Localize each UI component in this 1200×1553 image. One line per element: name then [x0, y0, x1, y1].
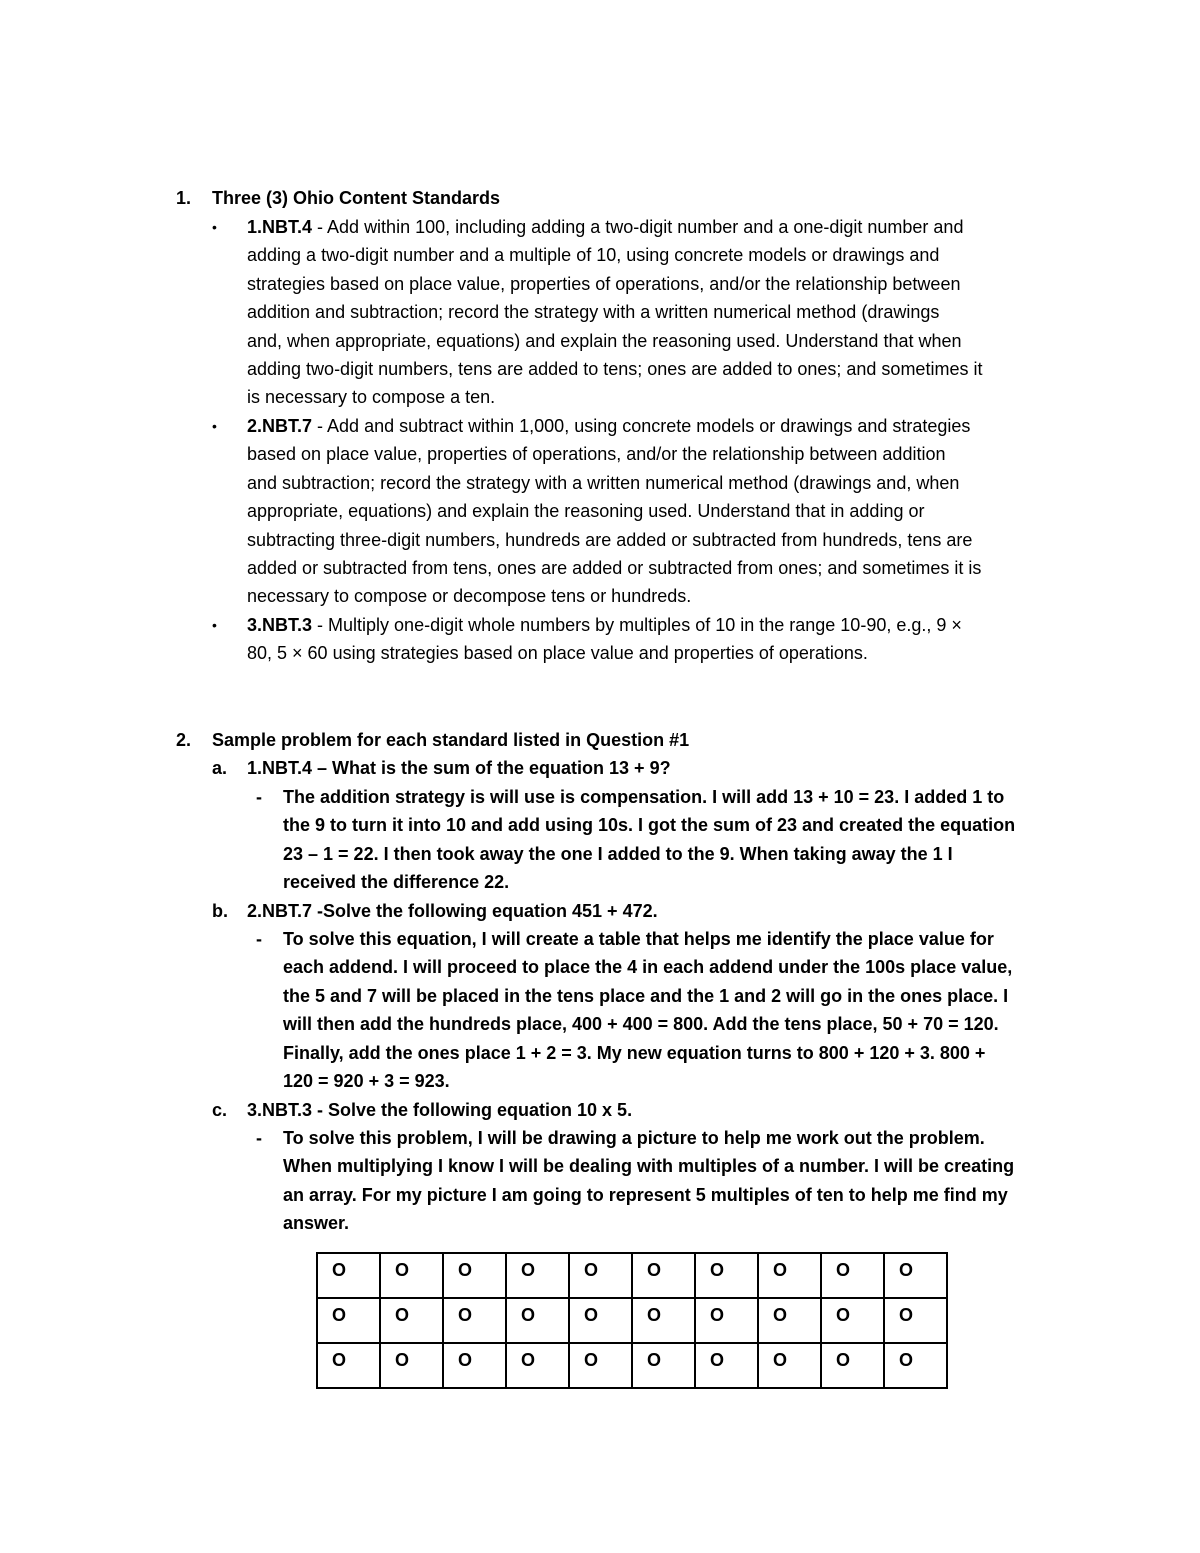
dash-marker: - [256, 929, 262, 949]
question-number: 1. [176, 188, 192, 208]
answer-line: 120 = 920 + 3 = 923. [283, 1070, 450, 1091]
question-heading: Sample problem for each standard listed in Question #1 [212, 730, 690, 750]
standard-line: is necessary to compose a ten. [247, 387, 496, 408]
answer-text [283, 783, 1073, 897]
answer-line: answer. [283, 1213, 350, 1234]
standard-line: - Add within 100, including adding a two-digit number and a one-digit number and [312, 217, 964, 237]
table-cell: O [821, 1343, 884, 1388]
standard-line: and subtraction; record the strategy with a written numerical method (drawings and, when [247, 472, 960, 493]
bullet-icon: • [212, 219, 217, 235]
bullet-icon: • [212, 617, 217, 633]
standard-line: necessary to compose or decompose tens or hundreds. [247, 586, 692, 607]
dash-marker: - [256, 787, 262, 807]
standard-line: - Add and subtract within 1,000, using concrete models or drawings and strategies [312, 416, 971, 436]
table-cell: O [695, 1343, 758, 1388]
table-cell: O [884, 1298, 947, 1343]
table-cell: O [758, 1343, 821, 1388]
answer-line: Finally, add the ones place 1 + 2 = 3. My new equation turns to 800 + 120 + 3. 800 + [283, 1042, 986, 1063]
standard-text [247, 412, 1077, 611]
answer-line: each addend. I will proceed to place the 4 in each addend under the 100s place value, [283, 957, 1013, 978]
standard-line: strategies based on place value, properties of operations, and/or the relationship between [247, 273, 961, 294]
problem-letter: c. [212, 1100, 228, 1120]
table-cell: O [632, 1253, 695, 1298]
problem-title: 1.NBT.4 – What is the sum of the equation 13 + 9? [247, 758, 671, 778]
bullet-icon: • [212, 418, 217, 434]
answer-line: To solve this equation, I will create a table that helps me identify the place value for [283, 929, 994, 949]
table-cell: O [506, 1298, 569, 1343]
table-cell: O [884, 1343, 947, 1388]
dash-marker: - [256, 1128, 262, 1148]
table-cell: O [821, 1298, 884, 1343]
answer-line: the 5 and 7 will be placed in the tens place and the 1 and 2 will go in the ones place. I [283, 985, 1009, 1006]
table-cell: O [758, 1253, 821, 1298]
standard-line: - Multiply one-digit whole numbers by multiples of 10 in the range 10-90, e.g., 9 × [312, 615, 962, 635]
answer-line: To solve this problem, I will be drawing a picture to help me work out the problem. [283, 1128, 985, 1148]
array-table [316, 1252, 948, 1389]
answer-text [283, 1124, 1073, 1238]
standard-line: adding two-digit numbers, tens are added to tens; ones are added to ones; and sometimes it [247, 358, 983, 379]
answer-line: the 9 to turn it into 10 and add using 10s. I got the sum of 23 and created the equation [283, 815, 1016, 836]
answer-line: an array. For my picture I am going to represent 5 multiples of ten to help me find my [283, 1184, 1008, 1205]
table-cell: O [380, 1343, 443, 1388]
table-cell: O [569, 1253, 632, 1298]
table-cell: O [506, 1253, 569, 1298]
standard-line: adding a two-digit number and a multiple of 10, using concrete models or drawings and [247, 245, 940, 266]
table-cell: O [695, 1253, 758, 1298]
standard-code: 1.NBT.4 [247, 217, 313, 237]
problem-letter: b. [212, 901, 228, 921]
answer-line: 23 – 1 = 22. I then took away the one I added to the 9. When taking away the 1 I [283, 843, 953, 864]
table-cell: O [317, 1253, 380, 1298]
table-cell: O [569, 1343, 632, 1388]
table-cell: O [443, 1298, 506, 1343]
table-cell: O [317, 1343, 380, 1388]
array-table-body [317, 1253, 947, 1388]
table-cell: O [443, 1253, 506, 1298]
table-cell: O [506, 1343, 569, 1388]
answer-line: The addition strategy is will use is compensation. I will add 13 + 10 = 23. I added 1 to [283, 787, 1005, 807]
answer-text [283, 925, 1073, 1095]
table-cell: O [884, 1253, 947, 1298]
answer-line: When multiplying I know I will be dealing with multiples of a number. I will be creating [283, 1156, 1015, 1177]
standard-line: and, when appropriate, equations) and explain the reasoning used. Understand that when [247, 330, 962, 351]
table-cell: O [380, 1298, 443, 1343]
table-cell: O [443, 1343, 506, 1388]
table-cell: O [569, 1298, 632, 1343]
table-cell: O [380, 1253, 443, 1298]
standard-line: addition and subtraction; record the strategy with a written numerical method (drawings [247, 302, 940, 323]
standard-line: based on place value, properties of operations, and/or the relationship between addition [247, 444, 946, 465]
question-number: 2. [176, 730, 192, 750]
table-row [317, 1343, 947, 1388]
table-cell: O [821, 1253, 884, 1298]
table-cell: O [317, 1298, 380, 1343]
standard-line: added or subtracted from tens, ones are added or subtracted from ones; and sometimes it is [247, 557, 982, 578]
standard-line: appropriate, equations) and explain the reasoning used. Understand that in adding or [247, 501, 925, 522]
answer-line: will then add the hundreds place, 400 + 400 = 800. Add the tens place, 50 + 70 = 120. [283, 1014, 999, 1035]
problem-title: 2.NBT.7 -Solve the following equation 451 + 472. [247, 901, 658, 921]
standard-line: 80, 5 × 60 using strategies based on place value and properties of operations. [247, 643, 868, 664]
table-row [317, 1253, 947, 1298]
table-cell: O [758, 1298, 821, 1343]
problem-letter: a. [212, 758, 228, 778]
standard-code: 3.NBT.3 [247, 615, 313, 635]
table-cell: O [695, 1298, 758, 1343]
table-cell: O [632, 1298, 695, 1343]
standard-text [247, 213, 1077, 412]
standard-code: 2.NBT.7 [247, 416, 313, 436]
question-heading: Three (3) Ohio Content Standards [212, 188, 501, 208]
table-cell: O [632, 1343, 695, 1388]
standard-line: subtracting three-digit numbers, hundreds are added or subtracted from hundreds, tens are [247, 529, 973, 550]
table-row [317, 1298, 947, 1343]
problem-title: 3.NBT.3 - Solve the following equation 10 x 5. [247, 1100, 633, 1120]
answer-line: received the difference 22. [283, 872, 510, 893]
standard-text [247, 611, 1077, 668]
